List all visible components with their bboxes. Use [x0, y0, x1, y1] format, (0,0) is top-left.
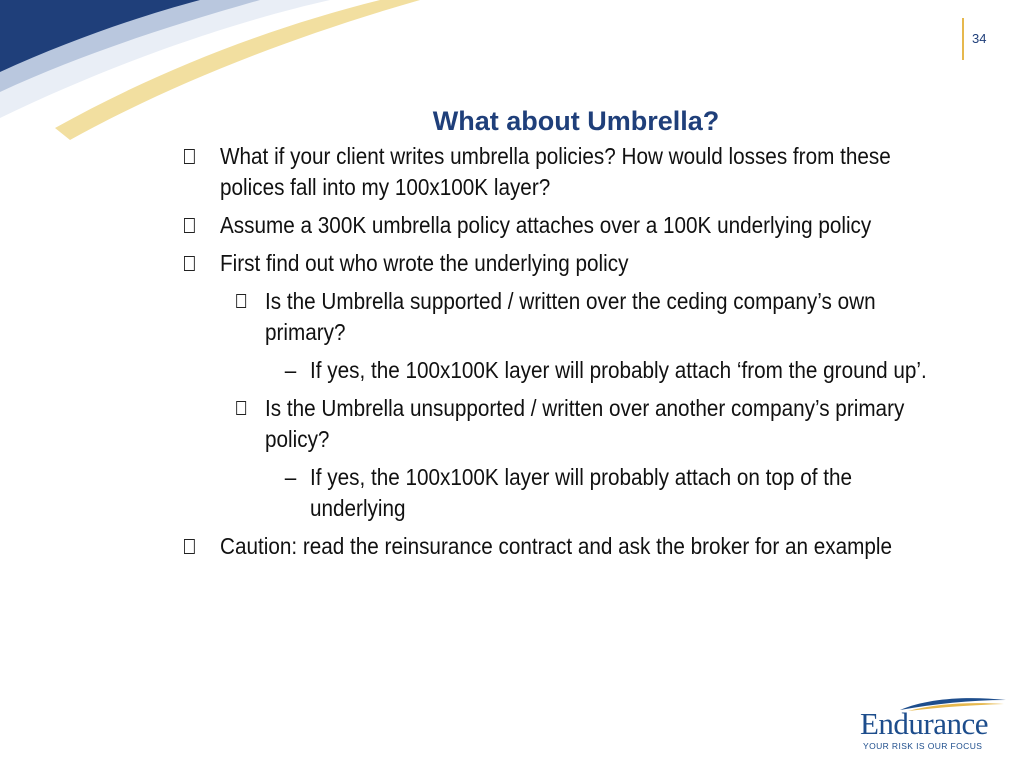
- bullet-item: [220, 531, 922, 562]
- bullet-text: Is the Umbrella unsupported / written over another company’s primary policy?: [265, 395, 905, 452]
- slide-title: What about Umbrella?: [432, 106, 720, 136]
- page-number-divider: [962, 18, 964, 60]
- bullet-item: [220, 141, 922, 203]
- square-bullet-icon: [184, 218, 195, 233]
- square-bullet-icon: [236, 294, 246, 308]
- square-bullet-icon: [184, 149, 195, 164]
- endurance-logo: [860, 696, 1010, 756]
- page-number: 34: [972, 31, 987, 46]
- bullet-text: If yes, the 100x100K layer will probably attach on top of the underlying: [310, 464, 852, 521]
- bullet-item: [220, 248, 922, 279]
- sub-sub-bullet-item: [284, 355, 931, 386]
- slide-body: [0, 141, 1024, 569]
- square-bullet-icon: [184, 539, 195, 554]
- bullet-text: What if your client writes umbrella policies? How would losses from these polices fall into my 100x100K layer?: [220, 143, 891, 200]
- sub-sub-bullet-item: [284, 462, 931, 524]
- bullet-text: If yes, the 100x100K layer will probably attach ‘from the ground up’.: [310, 357, 927, 383]
- dash-bullet-icon: –: [284, 357, 297, 383]
- bullet-text: Is the Umbrella supported / written over the ceding company’s own primary?: [265, 288, 876, 345]
- bullet-text: First find out who wrote the underlying policy: [220, 250, 629, 276]
- bullet-item: [220, 210, 922, 241]
- square-bullet-icon: [184, 256, 195, 271]
- square-bullet-icon: [236, 401, 246, 415]
- bullet-text: Caution: read the reinsurance contract and ask the broker for an example: [220, 533, 892, 559]
- sub-bullet-item: [265, 393, 922, 455]
- sub-bullet-item: [265, 286, 922, 348]
- logo-wordmark: Endurance: [860, 706, 989, 741]
- bullet-text: Assume a 300K umbrella policy attaches over a 100K underlying policy: [220, 212, 872, 238]
- dash-bullet-icon: –: [284, 464, 297, 490]
- logo-tagline: YOUR RISK IS OUR FOCUS: [863, 741, 983, 751]
